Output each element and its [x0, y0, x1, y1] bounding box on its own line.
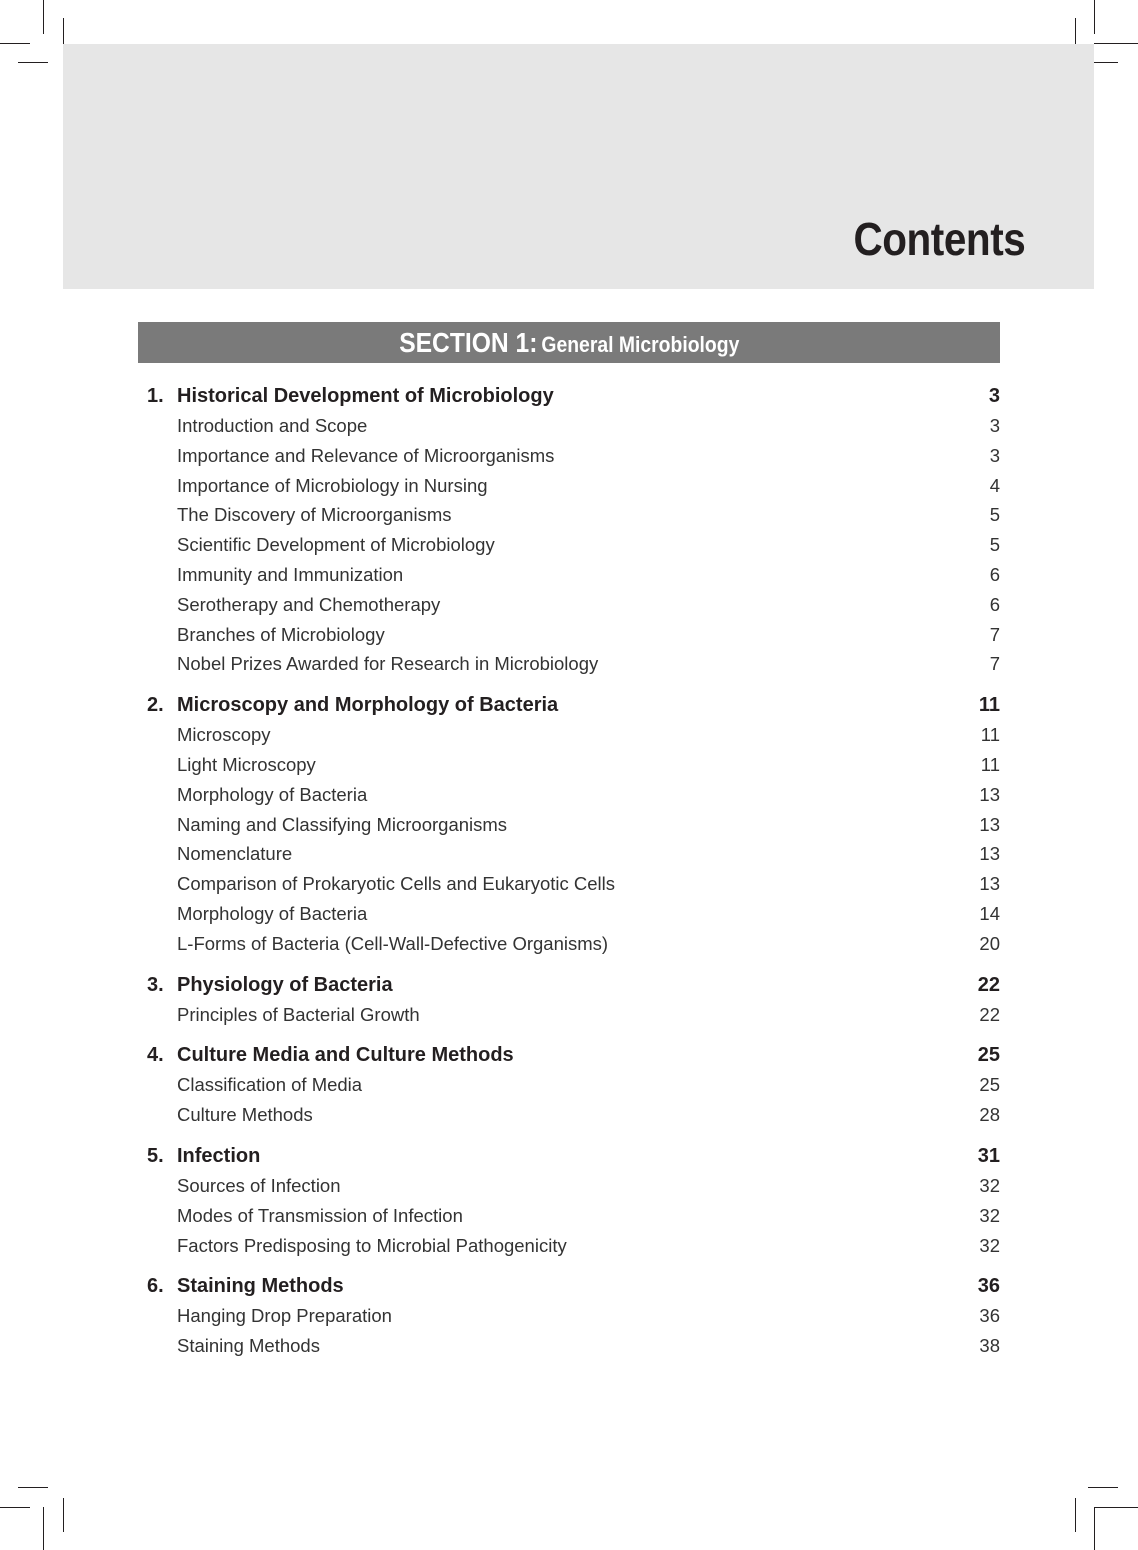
table-of-contents	[147, 381, 1000, 1372]
chapter-title: Infection	[177, 1144, 261, 1167]
toc-item[interactable]	[147, 1201, 1000, 1231]
toc-item[interactable]	[147, 899, 1000, 929]
toc-item-page: 7	[989, 653, 1000, 675]
crop-mark	[1075, 1498, 1076, 1532]
chapter-block	[147, 970, 1000, 1030]
chapter-number: 2.	[147, 694, 164, 717]
toc-item-title: Immunity and Immunization	[177, 563, 404, 585]
toc-item-page: 38	[979, 1335, 1000, 1357]
toc-item-title: Staining Methods	[177, 1335, 320, 1357]
toc-item-page: 25	[979, 1074, 1000, 1096]
toc-item-page: 13	[979, 873, 1000, 895]
toc-item-page: 5	[989, 504, 1000, 526]
chapter-page: 22	[977, 973, 1000, 996]
toc-item-page: 20	[979, 932, 1000, 954]
toc-item[interactable]	[147, 810, 1000, 840]
toc-item-page: 4	[989, 474, 1000, 496]
toc-item-page: 32	[979, 1234, 1000, 1256]
toc-item-title: Morphology of Bacteria	[177, 902, 368, 924]
chapter-title: Physiology of Bacteria	[177, 973, 393, 996]
crop-mark	[0, 43, 30, 44]
chapter-title: Staining Methods	[177, 1275, 344, 1298]
toc-item-title: Sources of Infection	[177, 1174, 341, 1196]
chapter-block	[147, 690, 1000, 958]
chapter-entry[interactable]	[147, 1141, 1000, 1171]
chapter-number: 4.	[147, 1044, 164, 1067]
toc-item-page: 6	[989, 563, 1000, 585]
toc-item-title: Principles of Bacterial Growth	[177, 1003, 420, 1025]
toc-item-page: 7	[989, 623, 1000, 645]
toc-item[interactable]	[147, 1301, 1000, 1331]
chapter-block	[147, 1141, 1000, 1260]
toc-item-title: Hanging Drop Preparation	[177, 1305, 392, 1327]
toc-item-page: 36	[979, 1305, 1000, 1327]
toc-item[interactable]	[147, 441, 1000, 471]
toc-item[interactable]	[147, 649, 1000, 679]
chapter-page: 31	[977, 1144, 1000, 1167]
chapter-entry[interactable]	[147, 381, 1000, 411]
toc-item-title: Modes of Transmission of Infection	[177, 1204, 463, 1226]
toc-item-page: 13	[979, 813, 1000, 835]
toc-item-page: 5	[989, 534, 1000, 556]
crop-mark	[1094, 0, 1095, 34]
crop-mark	[18, 62, 48, 63]
toc-item[interactable]	[147, 1100, 1000, 1130]
toc-item[interactable]	[147, 620, 1000, 650]
chapter-block	[147, 1040, 1000, 1130]
toc-item[interactable]	[147, 471, 1000, 501]
section-name: General Microbiology	[541, 332, 740, 357]
toc-item[interactable]	[147, 780, 1000, 810]
toc-item[interactable]	[147, 590, 1000, 620]
crop-mark	[43, 0, 44, 34]
toc-item-title: Classification of Media	[177, 1074, 363, 1096]
toc-item-page: 22	[979, 1003, 1000, 1025]
toc-item-title: The Discovery of Microorganisms	[177, 504, 452, 526]
toc-item-title: Serotherapy and Chemotherapy	[177, 593, 441, 615]
toc-item-page: 32	[979, 1174, 1000, 1196]
toc-item-title: Factors Predisposing to Microbial Pathogenicity	[177, 1234, 567, 1256]
chapter-page: 25	[977, 1044, 1000, 1067]
chapter-entry[interactable]	[147, 1271, 1000, 1301]
toc-item-title: Culture Methods	[177, 1104, 313, 1126]
crop-mark	[18, 1487, 48, 1488]
toc-item-page: 3	[989, 415, 1000, 436]
toc-item-page: 3	[989, 444, 1000, 466]
chapter-title: Historical Development of Microbiology	[177, 385, 554, 407]
toc-item[interactable]	[147, 839, 1000, 869]
section-label: SECTION 1:	[398, 327, 538, 358]
chapter-title: Microscopy and Morphology of Bacteria	[177, 694, 559, 717]
crop-mark	[1094, 43, 1138, 44]
toc-item-title: Naming and Classifying Microorganisms	[177, 813, 508, 835]
toc-item[interactable]	[147, 929, 1000, 959]
toc-item-title: L-Forms of Bacteria (Cell-Wall-Defective Organisms)	[177, 932, 609, 954]
chapter-block	[147, 381, 1000, 679]
crop-mark	[43, 1507, 44, 1550]
crop-mark	[0, 1507, 30, 1508]
toc-item-page: 11	[980, 724, 1000, 746]
toc-item[interactable]	[147, 750, 1000, 780]
chapter-title: Culture Media and Culture Methods	[177, 1044, 514, 1067]
toc-item[interactable]	[147, 560, 1000, 590]
toc-item[interactable]	[147, 1070, 1000, 1100]
toc-item-title: Importance and Relevance of Microorganisms	[177, 444, 555, 466]
toc-item-page: 14	[979, 902, 1000, 924]
crop-mark	[1094, 1507, 1138, 1508]
toc-item-title: Morphology of Bacteria	[177, 783, 368, 805]
chapter-entry[interactable]	[147, 690, 1000, 720]
chapter-number: 6.	[147, 1275, 164, 1298]
toc-item-title: Microscopy	[177, 724, 271, 746]
chapter-number: 1.	[147, 385, 164, 407]
toc-item-page: 11	[980, 753, 1000, 775]
chapter-page: 3	[988, 385, 1000, 407]
crop-mark	[63, 1498, 64, 1532]
chapter-number: 5.	[147, 1144, 164, 1167]
toc-item[interactable]	[147, 1231, 1000, 1261]
toc-item-page: 13	[979, 843, 1000, 865]
toc-item-title: Branches of Microbiology	[177, 623, 385, 645]
toc-item[interactable]	[147, 1171, 1000, 1201]
toc-item[interactable]	[147, 530, 1000, 560]
toc-item[interactable]	[147, 1000, 1000, 1030]
toc-item[interactable]	[147, 869, 1000, 899]
toc-item-title: Light Microscopy	[177, 753, 316, 775]
crop-mark	[1094, 1507, 1095, 1550]
chapter-number: 3.	[147, 973, 164, 996]
toc-item-title: Importance of Microbiology in Nursing	[177, 474, 488, 496]
toc-item[interactable]	[147, 720, 1000, 750]
page-title: Contents	[853, 213, 1025, 265]
toc-item-page: 13	[979, 783, 1000, 805]
chapter-block	[147, 1271, 1000, 1361]
toc-item[interactable]	[147, 411, 1000, 441]
toc-item-title: Nobel Prizes Awarded for Research in Microbiology	[177, 653, 599, 675]
chapter-page: 11	[978, 694, 1000, 717]
toc-item-page: 32	[979, 1204, 1000, 1226]
toc-item-title: Introduction and Scope	[177, 415, 368, 436]
crop-mark	[1088, 1487, 1118, 1488]
toc-item-title: Comparison of Prokaryotic Cells and Eukaryotic Cells	[177, 873, 616, 895]
chapter-page: 36	[977, 1275, 1000, 1298]
chapter-entry[interactable]	[147, 970, 1000, 1000]
toc-item-page: 28	[979, 1104, 1000, 1126]
toc-item-page: 6	[989, 593, 1000, 615]
toc-item-title: Scientific Development of Microbiology	[177, 534, 495, 556]
chapter-entry[interactable]	[147, 1040, 1000, 1070]
toc-item-title: Nomenclature	[177, 843, 293, 865]
section-header	[138, 322, 1000, 363]
toc-item[interactable]	[147, 500, 1000, 530]
toc-item[interactable]	[147, 1331, 1000, 1361]
